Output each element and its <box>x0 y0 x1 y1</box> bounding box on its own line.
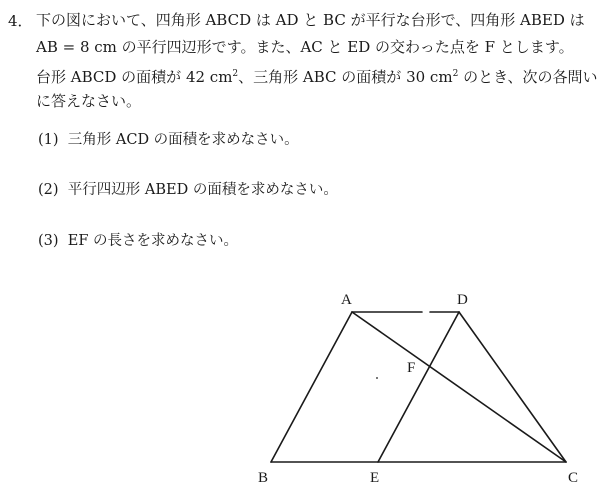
segment-ED <box>378 312 459 462</box>
question-2-text: 平行四辺形 ABED の面積を求めなさい。 <box>67 182 338 198</box>
square-unit-1: 2 <box>232 69 239 79</box>
question-3-label: (3) <box>38 233 59 249</box>
question-3-text: EF の長さを求めなさい。 <box>67 233 239 249</box>
point-label-A: A <box>341 292 352 308</box>
question-1-text: 三角形 ACD の面積を求めなさい。 <box>67 132 299 148</box>
problem-line-2: AB = 8 cm の平行四辺形です。また、AC と ED の交わった点を F とします。 <box>36 38 574 56</box>
square-unit-2: 2 <box>452 69 459 79</box>
point-label-E: E <box>370 470 380 486</box>
point-label-F: F <box>407 360 416 376</box>
point-label-D: D <box>457 292 468 308</box>
problem-line-3-part-c: のとき、次の各問い <box>458 68 598 86</box>
stray-dot <box>376 377 378 379</box>
segment-AB <box>271 312 352 462</box>
problem-line-3-part-a: 台形 ABCD の面積が 42 cm <box>36 68 233 86</box>
segment-AC <box>352 312 566 462</box>
point-label-B: B <box>258 470 269 486</box>
question-1-label: (1) <box>38 132 59 148</box>
problem-line-3-part-b: 、三角形 ABC の面積が 30 cm <box>238 68 453 86</box>
point-label-C: C <box>568 470 579 486</box>
problem-line-1: 下の図において、四角形 ABCD は AD と BC が平行な台形で、四角形 ABED は <box>36 11 585 29</box>
question-2-label: (2) <box>38 182 59 198</box>
problem-number: 4． <box>8 12 33 30</box>
segment-CD <box>459 312 566 462</box>
problem-line-4: に答えなさい。 <box>36 92 142 110</box>
